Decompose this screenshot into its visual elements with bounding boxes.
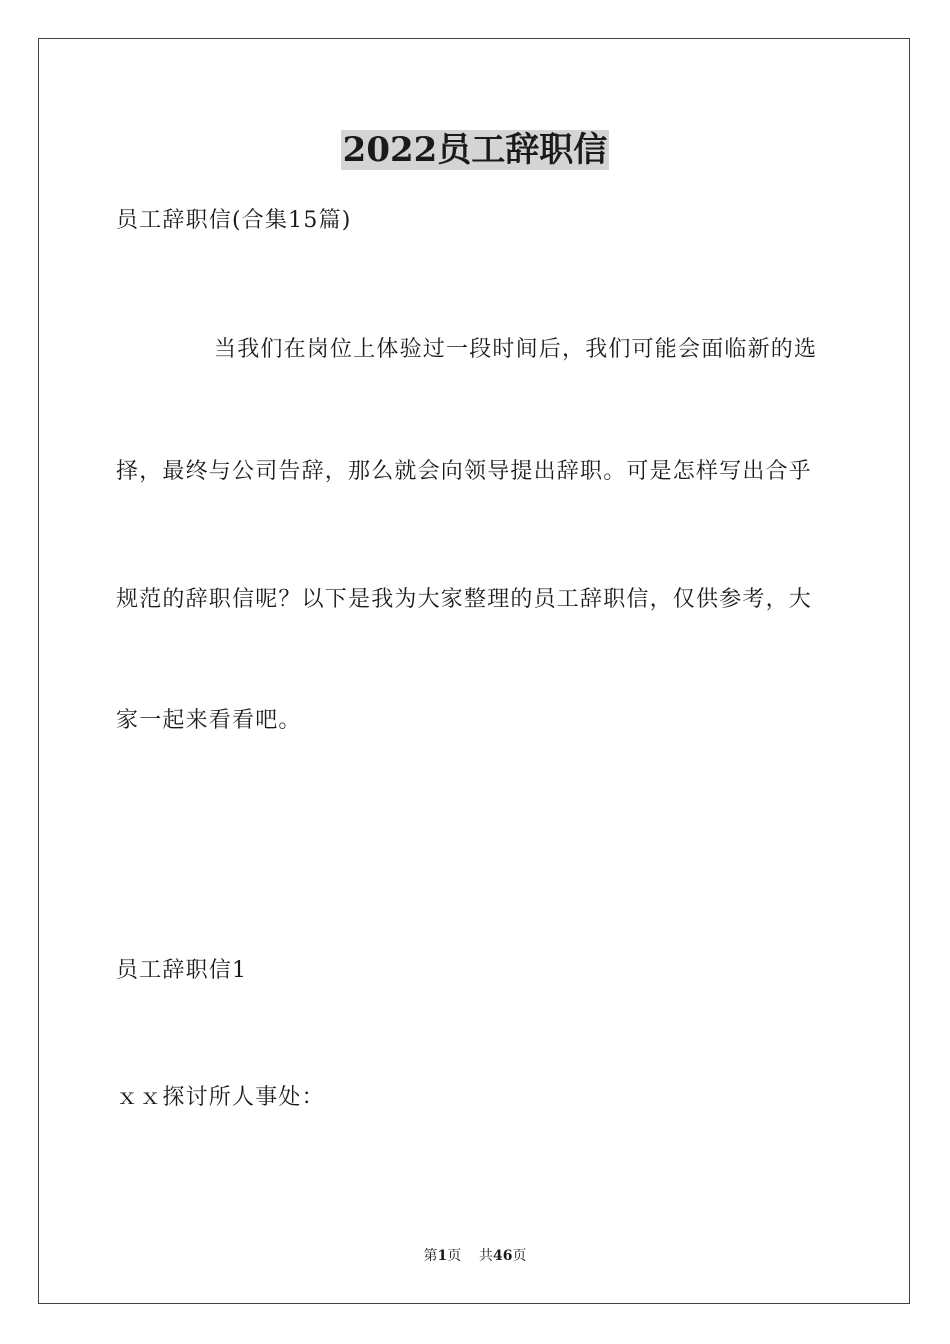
salutation: ｘｘ探讨所人事处：	[116, 1085, 325, 1110]
footer-page-number: 1	[437, 1248, 448, 1264]
intro-line-3: 规范的辞职信呢？以下是我为大家整理的员工辞职信，仅供参考，大	[116, 587, 813, 612]
footer-total-prefix: 共	[479, 1248, 494, 1264]
footer-total-suffix: 页	[512, 1248, 527, 1264]
section-heading: 员工辞职信1	[116, 958, 248, 983]
footer-page-suffix: 页	[447, 1248, 462, 1264]
intro-line-2: 择，最终与公司告辞，那么就会向领导提出辞职。可是怎样写出合乎	[116, 459, 813, 484]
document-title-text: 2022员工辞职信	[342, 130, 608, 170]
intro-line-4: 家一起来看看吧。	[116, 708, 302, 733]
page-footer	[0, 1246, 950, 1266]
document-title	[0, 126, 950, 174]
footer-total-pages: 46	[493, 1248, 513, 1264]
footer-page-prefix: 第	[423, 1248, 438, 1264]
intro-line-1: 当我们在岗位上体验过一段时间后，我们可能会面临新的选	[214, 337, 818, 362]
document-subtitle: 员工辞职信(合集15篇)	[116, 208, 352, 233]
